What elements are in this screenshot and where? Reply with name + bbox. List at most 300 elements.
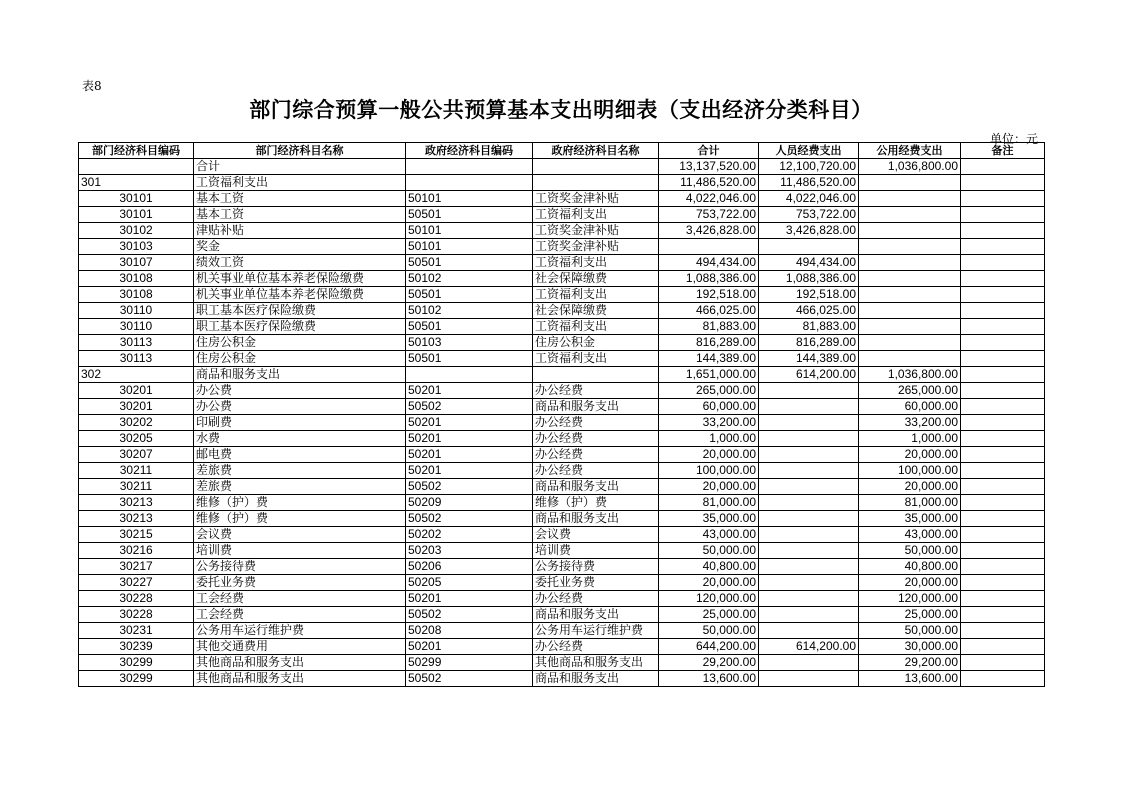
- cell-gov-code: 50102: [406, 271, 533, 287]
- header-personnel: 人员经费支出: [759, 143, 859, 159]
- cell-total: 1,088,386.00: [659, 271, 759, 287]
- cell-dept-code: 30211: [79, 479, 194, 495]
- cell-gov-name: [533, 367, 659, 383]
- cell-dept-code: [79, 159, 194, 175]
- cell-dept-code: 30113: [79, 351, 194, 367]
- cell-dept-name: 会议费: [194, 527, 406, 543]
- cell-gov-code: 50502: [406, 671, 533, 687]
- cell-total: 4,022,046.00: [659, 191, 759, 207]
- cell-public: 81,000.00: [859, 495, 961, 511]
- cell-gov-code: 50208: [406, 623, 533, 639]
- cell-gov-code: 50501: [406, 255, 533, 271]
- cell-personnel: [759, 671, 859, 687]
- cell-total: 3,426,828.00: [659, 223, 759, 239]
- cell-dept-name: 工会经费: [194, 607, 406, 623]
- cell-dept-code: 30107: [79, 255, 194, 271]
- cell-dept-name: 基本工资: [194, 207, 406, 223]
- cell-personnel: 1,088,386.00: [759, 271, 859, 287]
- cell-public: [859, 239, 961, 255]
- cell-gov-code: 50103: [406, 335, 533, 351]
- cell-dept-code: 302: [79, 367, 194, 383]
- cell-gov-code: 50501: [406, 287, 533, 303]
- cell-gov-name: 工资福利支出: [533, 255, 659, 271]
- cell-gov-code: 50502: [406, 479, 533, 495]
- cell-public: [859, 191, 961, 207]
- cell-dept-code: 301: [79, 175, 194, 191]
- cell-personnel: 144,389.00: [759, 351, 859, 367]
- cell-note: [961, 239, 1045, 255]
- cell-gov-name: 办公经费: [533, 383, 659, 399]
- cell-dept-name: 印刷费: [194, 415, 406, 431]
- cell-gov-code: 50502: [406, 607, 533, 623]
- cell-total: 265,000.00: [659, 383, 759, 399]
- cell-note: [961, 319, 1045, 335]
- cell-dept-name: 合计: [194, 159, 406, 175]
- cell-total: 816,289.00: [659, 335, 759, 351]
- cell-gov-name: 办公经费: [533, 431, 659, 447]
- cell-personnel: 192,518.00: [759, 287, 859, 303]
- cell-public: [859, 351, 961, 367]
- table-row: [79, 575, 1045, 591]
- cell-personnel: 3,426,828.00: [759, 223, 859, 239]
- cell-gov-name: 商品和服务支出: [533, 399, 659, 415]
- cell-total: 29,200.00: [659, 655, 759, 671]
- cell-dept-code: 30217: [79, 559, 194, 575]
- cell-personnel: [759, 415, 859, 431]
- cell-dept-code: 30215: [79, 527, 194, 543]
- cell-note: [961, 367, 1045, 383]
- cell-gov-name: 办公经费: [533, 463, 659, 479]
- cell-public: 29,200.00: [859, 655, 961, 671]
- cell-dept-name: 委托业务费: [194, 575, 406, 591]
- cell-personnel: [759, 623, 859, 639]
- cell-gov-name: 办公经费: [533, 591, 659, 607]
- cell-dept-code: 30299: [79, 655, 194, 671]
- cell-dept-code: 30202: [79, 415, 194, 431]
- cell-gov-code: 50205: [406, 575, 533, 591]
- table-header-row: [79, 143, 1045, 159]
- cell-gov-name: 会议费: [533, 527, 659, 543]
- cell-note: [961, 207, 1045, 223]
- cell-total: 20,000.00: [659, 479, 759, 495]
- cell-dept-code: 30108: [79, 287, 194, 303]
- cell-personnel: [759, 383, 859, 399]
- cell-personnel: [759, 463, 859, 479]
- cell-total: 81,883.00: [659, 319, 759, 335]
- cell-total: 192,518.00: [659, 287, 759, 303]
- cell-personnel: [759, 447, 859, 463]
- cell-dept-code: 30110: [79, 319, 194, 335]
- table-row: [79, 255, 1045, 271]
- table-row: [79, 223, 1045, 239]
- cell-personnel: [759, 527, 859, 543]
- cell-personnel: 614,200.00: [759, 639, 859, 655]
- table-row: [79, 655, 1045, 671]
- cell-public: 20,000.00: [859, 447, 961, 463]
- cell-public: 35,000.00: [859, 511, 961, 527]
- table-row: [79, 207, 1045, 223]
- cell-public: 60,000.00: [859, 399, 961, 415]
- cell-dept-code: 30101: [79, 191, 194, 207]
- cell-dept-name: 差旅费: [194, 479, 406, 495]
- cell-gov-name: 办公经费: [533, 447, 659, 463]
- cell-gov-code: 50201: [406, 591, 533, 607]
- cell-gov-code: 50201: [406, 431, 533, 447]
- table-row: [79, 399, 1045, 415]
- cell-public: [859, 207, 961, 223]
- cell-public: 265,000.00: [859, 383, 961, 399]
- cell-gov-code: 50501: [406, 319, 533, 335]
- cell-dept-name: 办公费: [194, 399, 406, 415]
- cell-gov-name: 工资奖金津补贴: [533, 239, 659, 255]
- table-row: [79, 431, 1045, 447]
- table-row: [79, 463, 1045, 479]
- cell-personnel: [759, 479, 859, 495]
- cell-gov-name: 工资福利支出: [533, 287, 659, 303]
- cell-public: [859, 319, 961, 335]
- cell-gov-name: 商品和服务支出: [533, 607, 659, 623]
- cell-total: 100,000.00: [659, 463, 759, 479]
- cell-dept-code: 30211: [79, 463, 194, 479]
- cell-gov-code: 50201: [406, 463, 533, 479]
- cell-personnel: [759, 239, 859, 255]
- table-row: [79, 367, 1045, 383]
- cell-gov-code: 50201: [406, 447, 533, 463]
- cell-dept-code: 30102: [79, 223, 194, 239]
- cell-gov-name: 商品和服务支出: [533, 479, 659, 495]
- unit-label: 单位：元: [990, 132, 1039, 146]
- cell-public: 1,000.00: [859, 431, 961, 447]
- cell-gov-name: 工资福利支出: [533, 351, 659, 367]
- cell-dept-name: 邮电费: [194, 447, 406, 463]
- cell-gov-name: 维修（护）费: [533, 495, 659, 511]
- cell-gov-name: 公务接待费: [533, 559, 659, 575]
- cell-gov-code: 50299: [406, 655, 533, 671]
- cell-dept-code: 30213: [79, 495, 194, 511]
- table-row: [79, 335, 1045, 351]
- cell-dept-code: 30207: [79, 447, 194, 463]
- cell-dept-name: 其他商品和服务支出: [194, 671, 406, 687]
- cell-total: 50,000.00: [659, 543, 759, 559]
- cell-gov-code: 50501: [406, 207, 533, 223]
- cell-total: 753,722.00: [659, 207, 759, 223]
- table-row: [79, 607, 1045, 623]
- cell-total: 13,600.00: [659, 671, 759, 687]
- cell-personnel: [759, 399, 859, 415]
- cell-gov-name: [533, 175, 659, 191]
- cell-personnel: 816,289.00: [759, 335, 859, 351]
- cell-dept-code: 30216: [79, 543, 194, 559]
- cell-total: 1,000.00: [659, 431, 759, 447]
- table-row: [79, 543, 1045, 559]
- cell-gov-code: 50501: [406, 351, 533, 367]
- cell-note: [961, 335, 1045, 351]
- cell-gov-name: 公务用车运行维护费: [533, 623, 659, 639]
- cell-dept-name: 差旅费: [194, 463, 406, 479]
- table-row: [79, 319, 1045, 335]
- header-gov-code: 政府经济科目编码: [406, 143, 533, 159]
- cell-gov-code: 50201: [406, 639, 533, 655]
- cell-dept-name: 水费: [194, 431, 406, 447]
- cell-personnel: [759, 591, 859, 607]
- table-row: [79, 239, 1045, 255]
- cell-personnel: 4,022,046.00: [759, 191, 859, 207]
- cell-dept-name: 工会经费: [194, 591, 406, 607]
- cell-public: 50,000.00: [859, 543, 961, 559]
- header-public: 公用经费支出: [859, 143, 961, 159]
- table-row: [79, 191, 1045, 207]
- cell-note: [961, 351, 1045, 367]
- cell-note: [961, 255, 1045, 271]
- cell-note: [961, 271, 1045, 287]
- cell-dept-code: 30227: [79, 575, 194, 591]
- cell-total: 60,000.00: [659, 399, 759, 415]
- table-row: [79, 271, 1045, 287]
- cell-dept-code: 30205: [79, 431, 194, 447]
- cell-note: [961, 591, 1045, 607]
- cell-note: [961, 415, 1045, 431]
- cell-public: [859, 271, 961, 287]
- cell-gov-name: 商品和服务支出: [533, 671, 659, 687]
- cell-dept-name: 商品和服务支出: [194, 367, 406, 383]
- cell-public: 20,000.00: [859, 479, 961, 495]
- cell-gov-name: 其他商品和服务支出: [533, 655, 659, 671]
- table-row: [79, 303, 1045, 319]
- cell-total: 644,200.00: [659, 639, 759, 655]
- cell-gov-code: 50101: [406, 191, 533, 207]
- cell-personnel: 614,200.00: [759, 367, 859, 383]
- table-number: 表8: [82, 79, 102, 93]
- cell-dept-name: 奖金: [194, 239, 406, 255]
- cell-total: 494,434.00: [659, 255, 759, 271]
- cell-gov-code: 50102: [406, 303, 533, 319]
- cell-dept-code: 30113: [79, 335, 194, 351]
- cell-total: 120,000.00: [659, 591, 759, 607]
- cell-public: 1,036,800.00: [859, 159, 961, 175]
- cell-gov-name: 工资奖金津补贴: [533, 223, 659, 239]
- cell-total: 1,651,000.00: [659, 367, 759, 383]
- cell-dept-name: 办公费: [194, 383, 406, 399]
- cell-gov-code: 50201: [406, 415, 533, 431]
- cell-dept-name: 公务接待费: [194, 559, 406, 575]
- cell-dept-name: 住房公积金: [194, 351, 406, 367]
- cell-dept-code: 30228: [79, 591, 194, 607]
- cell-gov-name: [533, 159, 659, 175]
- cell-total: 20,000.00: [659, 447, 759, 463]
- cell-personnel: 494,434.00: [759, 255, 859, 271]
- cell-gov-code: 50101: [406, 239, 533, 255]
- page-title: 部门综合预算一般公共预算基本支出明细表（支出经济分类科目）: [249, 98, 873, 122]
- cell-gov-name: 社会保障缴费: [533, 271, 659, 287]
- cell-public: 1,036,800.00: [859, 367, 961, 383]
- cell-public: [859, 303, 961, 319]
- cell-personnel: 12,100,720.00: [759, 159, 859, 175]
- cell-dept-code: 30201: [79, 399, 194, 415]
- cell-gov-code: 50209: [406, 495, 533, 511]
- cell-note: [961, 223, 1045, 239]
- cell-dept-name: 住房公积金: [194, 335, 406, 351]
- cell-dept-code: 30213: [79, 511, 194, 527]
- cell-dept-name: 职工基本医疗保险缴费: [194, 303, 406, 319]
- cell-note: [961, 527, 1045, 543]
- cell-gov-code: 50502: [406, 399, 533, 415]
- table-row: [79, 527, 1045, 543]
- table-body: [79, 159, 1045, 687]
- header-dept-code: 部门经济科目编码: [79, 143, 194, 159]
- table-row: [79, 175, 1045, 191]
- table-row: [79, 351, 1045, 367]
- cell-dept-name: 维修（护）费: [194, 495, 406, 511]
- cell-total: 33,200.00: [659, 415, 759, 431]
- cell-dept-code: 30103: [79, 239, 194, 255]
- cell-personnel: 753,722.00: [759, 207, 859, 223]
- cell-note: [961, 159, 1045, 175]
- cell-note: [961, 671, 1045, 687]
- cell-total: 466,025.00: [659, 303, 759, 319]
- cell-public: 13,600.00: [859, 671, 961, 687]
- cell-dept-name: 基本工资: [194, 191, 406, 207]
- cell-personnel: [759, 655, 859, 671]
- cell-gov-code: 50206: [406, 559, 533, 575]
- cell-note: [961, 607, 1045, 623]
- cell-note: [961, 559, 1045, 575]
- cell-note: [961, 479, 1045, 495]
- cell-gov-code: [406, 159, 533, 175]
- cell-note: [961, 447, 1045, 463]
- cell-gov-code: 50203: [406, 543, 533, 559]
- cell-dept-code: 30239: [79, 639, 194, 655]
- cell-total: 11,486,520.00: [659, 175, 759, 191]
- cell-public: [859, 175, 961, 191]
- cell-total: 13,137,520.00: [659, 159, 759, 175]
- cell-note: [961, 575, 1045, 591]
- cell-personnel: [759, 543, 859, 559]
- cell-gov-name: 委托业务费: [533, 575, 659, 591]
- cell-total: [659, 239, 759, 255]
- cell-note: [961, 623, 1045, 639]
- cell-personnel: [759, 575, 859, 591]
- cell-gov-code: 50502: [406, 511, 533, 527]
- cell-gov-name: 办公经费: [533, 639, 659, 655]
- table-row: [79, 447, 1045, 463]
- cell-note: [961, 655, 1045, 671]
- cell-note: [961, 287, 1045, 303]
- cell-public: [859, 255, 961, 271]
- cell-total: 50,000.00: [659, 623, 759, 639]
- cell-dept-code: 30228: [79, 607, 194, 623]
- cell-total: 40,800.00: [659, 559, 759, 575]
- cell-personnel: 81,883.00: [759, 319, 859, 335]
- cell-note: [961, 463, 1045, 479]
- cell-dept-name: 维修（护）费: [194, 511, 406, 527]
- cell-total: 144,389.00: [659, 351, 759, 367]
- table-row: [79, 591, 1045, 607]
- cell-gov-code: 50202: [406, 527, 533, 543]
- cell-note: [961, 175, 1045, 191]
- cell-dept-name: 职工基本医疗保险缴费: [194, 319, 406, 335]
- cell-gov-code: 50101: [406, 223, 533, 239]
- cell-dept-code: 30110: [79, 303, 194, 319]
- cell-note: [961, 511, 1045, 527]
- cell-dept-name: 绩效工资: [194, 255, 406, 271]
- cell-note: [961, 639, 1045, 655]
- cell-public: 30,000.00: [859, 639, 961, 655]
- cell-public: [859, 287, 961, 303]
- cell-dept-name: 培训费: [194, 543, 406, 559]
- cell-dept-name: 机关事业单位基本养老保险缴费: [194, 271, 406, 287]
- cell-gov-name: 办公经费: [533, 415, 659, 431]
- cell-public: 40,800.00: [859, 559, 961, 575]
- cell-public: 20,000.00: [859, 575, 961, 591]
- cell-total: 43,000.00: [659, 527, 759, 543]
- cell-gov-code: [406, 175, 533, 191]
- cell-gov-code: [406, 367, 533, 383]
- table-row: [79, 511, 1045, 527]
- cell-gov-name: 社会保障缴费: [533, 303, 659, 319]
- table-row: [79, 559, 1045, 575]
- cell-dept-name: 其他商品和服务支出: [194, 655, 406, 671]
- cell-total: 81,000.00: [659, 495, 759, 511]
- cell-total: 35,000.00: [659, 511, 759, 527]
- cell-personnel: 466,025.00: [759, 303, 859, 319]
- table-row: [79, 287, 1045, 303]
- budget-detail-table: [78, 142, 1045, 687]
- cell-gov-code: 50201: [406, 383, 533, 399]
- cell-dept-name: 工资福利支出: [194, 175, 406, 191]
- cell-public: 100,000.00: [859, 463, 961, 479]
- cell-note: [961, 399, 1045, 415]
- cell-note: [961, 303, 1045, 319]
- cell-personnel: [759, 559, 859, 575]
- cell-note: [961, 543, 1045, 559]
- table-row: [79, 623, 1045, 639]
- header-gov-name: 政府经济科目名称: [533, 143, 659, 159]
- cell-dept-name: 机关事业单位基本养老保险缴费: [194, 287, 406, 303]
- cell-gov-name: 培训费: [533, 543, 659, 559]
- table-row: [79, 415, 1045, 431]
- cell-personnel: [759, 511, 859, 527]
- cell-dept-code: 30108: [79, 271, 194, 287]
- cell-public: 25,000.00: [859, 607, 961, 623]
- table-row: [79, 495, 1045, 511]
- cell-personnel: [759, 607, 859, 623]
- cell-dept-code: 30231: [79, 623, 194, 639]
- header-note: 备注: [961, 143, 1045, 159]
- header-dept-name: 部门经济科目名称: [194, 143, 406, 159]
- cell-gov-name: 工资福利支出: [533, 319, 659, 335]
- table-row: [79, 383, 1045, 399]
- cell-personnel: [759, 495, 859, 511]
- cell-public: 120,000.00: [859, 591, 961, 607]
- cell-public: 43,000.00: [859, 527, 961, 543]
- cell-dept-name: 公务用车运行维护费: [194, 623, 406, 639]
- cell-dept-code: 30299: [79, 671, 194, 687]
- cell-note: [961, 383, 1045, 399]
- cell-gov-name: 商品和服务支出: [533, 511, 659, 527]
- table-row: [79, 639, 1045, 655]
- cell-dept-name: 其他交通费用: [194, 639, 406, 655]
- cell-public: 50,000.00: [859, 623, 961, 639]
- cell-gov-name: 工资福利支出: [533, 207, 659, 223]
- cell-public: [859, 223, 961, 239]
- table-row: [79, 479, 1045, 495]
- table-row: [79, 671, 1045, 687]
- cell-note: [961, 431, 1045, 447]
- cell-public: [859, 335, 961, 351]
- cell-total: 20,000.00: [659, 575, 759, 591]
- header-total: 合计: [659, 143, 759, 159]
- cell-dept-code: 30101: [79, 207, 194, 223]
